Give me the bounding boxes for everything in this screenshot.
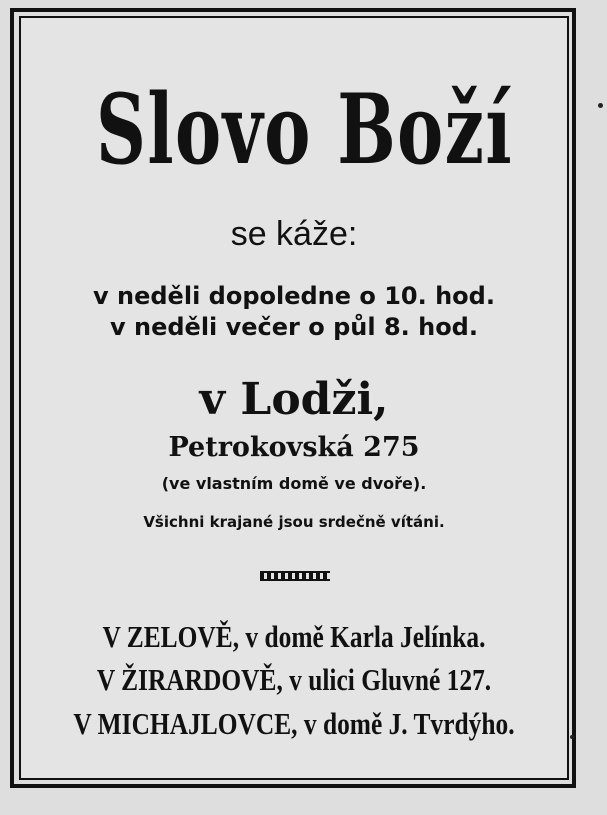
sunday-morning-time: v neděli dopoledne o 10. hod.	[93, 282, 495, 310]
location-zirardov: V ŽIRARDOVĚ, v ulici Gluvné 127.	[96, 662, 492, 697]
ornament-divider	[260, 571, 330, 581]
print-speck	[598, 103, 603, 108]
sunday-evening-time: v neděli večer o půl 8. hod.	[110, 313, 478, 341]
welcome-message: Všichni krajané jsou srdečně vítáni.	[143, 513, 445, 531]
location-michajlovka: V MICHAJLOVCE, v domě J. Tvrdýho.	[73, 706, 515, 741]
street-address: Petrokovská 275	[168, 432, 420, 463]
location-note: (ve vlastním domě ve dvoře).	[161, 474, 427, 493]
city-name: v Lodži,	[199, 374, 389, 425]
location-zelov: V ZELOVĚ, v domě Karla Jelínka.	[102, 619, 486, 654]
print-speck	[570, 735, 574, 739]
preaching-line: se káže:	[230, 215, 358, 253]
ad-title: Slovo Boží	[95, 73, 514, 186]
